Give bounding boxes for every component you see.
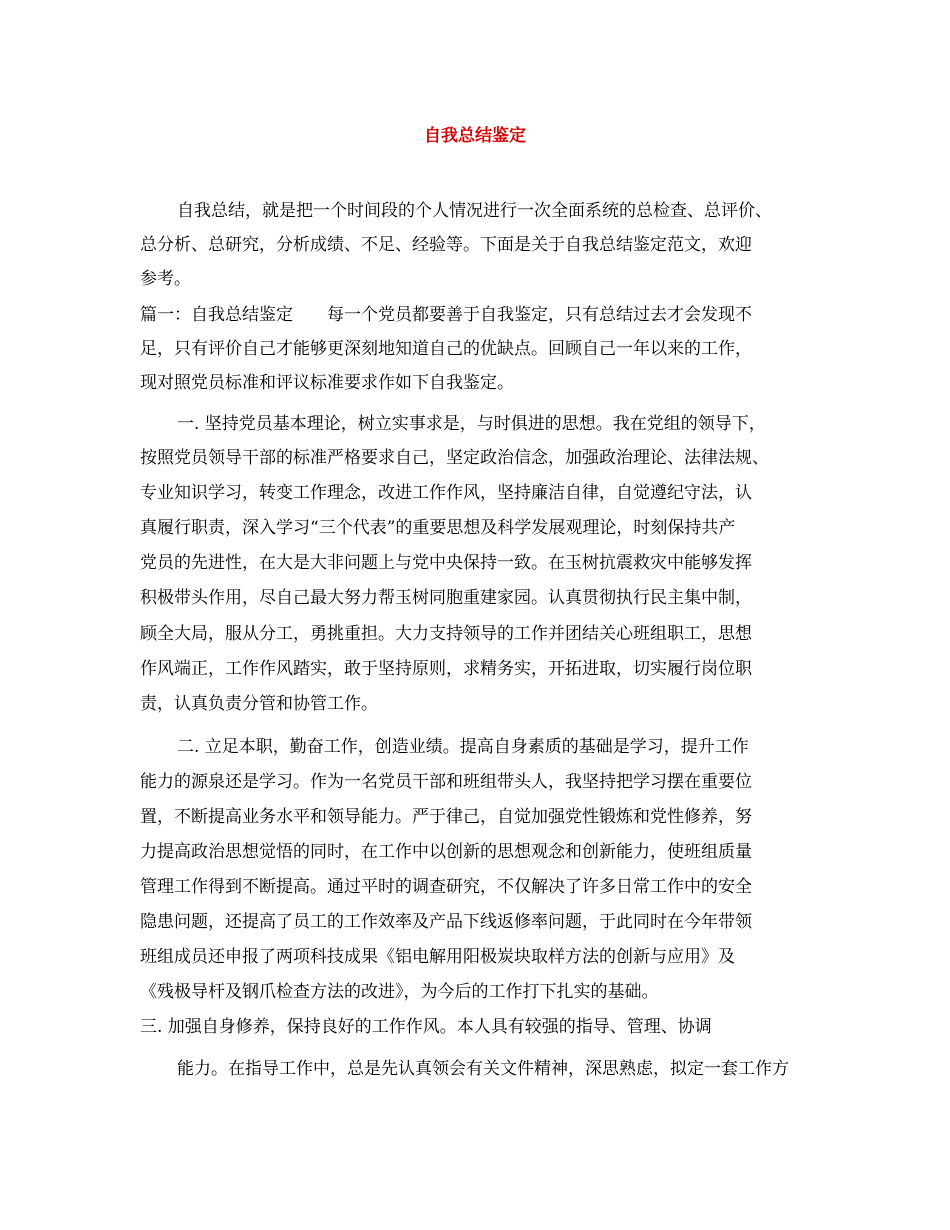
- text-line: 班组成员还申报了两项科技成果《铝电解用阳极炭块取样方法的创新与应用》及: [140, 947, 735, 967]
- text-line: 能力的源泉还是学习。作为一名党员干部和班组带头人，我坚持把学习摆在重要位: [140, 772, 752, 792]
- text-line: 一. 坚持党员基本理论，树立实事求是，与时俱进的思想。我在党组的领导下，: [177, 414, 766, 434]
- text-line: 专业知识学习，转变工作理念，改进工作作风，坚持廉洁自律，自觉遵纪守法，认: [140, 483, 752, 503]
- text-line: 置，不断提高业务水平和领导能力。严于律己，自觉加强党性锻炼和党性修养，努: [140, 807, 752, 827]
- text-line: 积极带头作用，尽自己最大努力帮玉树同胞重建家园。认真贯彻执行民主集中制，: [140, 588, 752, 608]
- text-line: 隐患问题，还提高了员工的工作效率及产品下线返修率问题，于此同时在今年带领: [140, 912, 752, 932]
- section-heading-line: 篇一：自我总结鉴定 每一个党员都要善于自我鉴定，只有总结过去才会发现不: [140, 305, 752, 325]
- text-line: 总分析、总研究，分析成绩、不足、经验等。下面是关于自我总结鉴定范文，欢迎: [140, 235, 752, 255]
- text-line: 《残极导杆及钢爪检查方法的改进》，为今后的工作打下扎实的基础。: [140, 982, 659, 1002]
- text-line: 作风端正，工作作风踏实，敢于坚持原则，求精务实，开拓进取，切实履行岗位职: [140, 659, 752, 679]
- text-line: 三. 加强自身修养，保持良好的工作作风。本人具有较强的指导、管理、协调: [140, 1017, 712, 1037]
- document-title: 自我总结鉴定: [424, 126, 526, 146]
- text-line: 参考。: [140, 269, 191, 289]
- text-line: 顾全大局，服从分工，勇挑重担。大力支持领导的工作并团结关心班组职工，思想: [140, 624, 752, 644]
- text-line: 自我总结，就是把一个时间段的个人情况进行一次全面系统的总检查、总评价、: [177, 201, 772, 221]
- text-line: 能力。在指导工作中，总是先认真领会有关文件精神，深思熟虑，拟定一套工作方: [177, 1059, 789, 1079]
- text-line: 力提高政治思想觉悟的同时，在工作中以创新的思想观念和创新能力，使班组质量: [140, 842, 752, 862]
- text-line: 管理工作得到不断提高。通过平时的调查研究，不仅解决了许多日常工作中的安全: [140, 877, 752, 897]
- text-line: 责，认真负责分管和协管工作。: [140, 694, 378, 714]
- text-line: 按照党员领导干部的标准严格要求自己，坚定政治信念，加强政治理论、法律法规、: [140, 448, 769, 468]
- text-line: 二. 立足本职，勤奋工作，创造业绩。提高自身素质的基础是学习，提升工作: [177, 737, 749, 757]
- text-line: 党员的先进性，在大是大非问题上与党中央保持一致。在玉树抗震救灾中能够发挥: [140, 553, 752, 573]
- text-line: 足，只有评价自己才能够更深刻地知道自己的优缺点。回顾自己一年以来的工作，: [140, 339, 752, 359]
- text-line: 真履行职责，深入学习“三个代表”的重要思想及科学发展观理论，时刻保持共产: [140, 518, 736, 538]
- text-line: 现对照党员标准和评议标准要求作如下自我鉴定。: [140, 373, 514, 393]
